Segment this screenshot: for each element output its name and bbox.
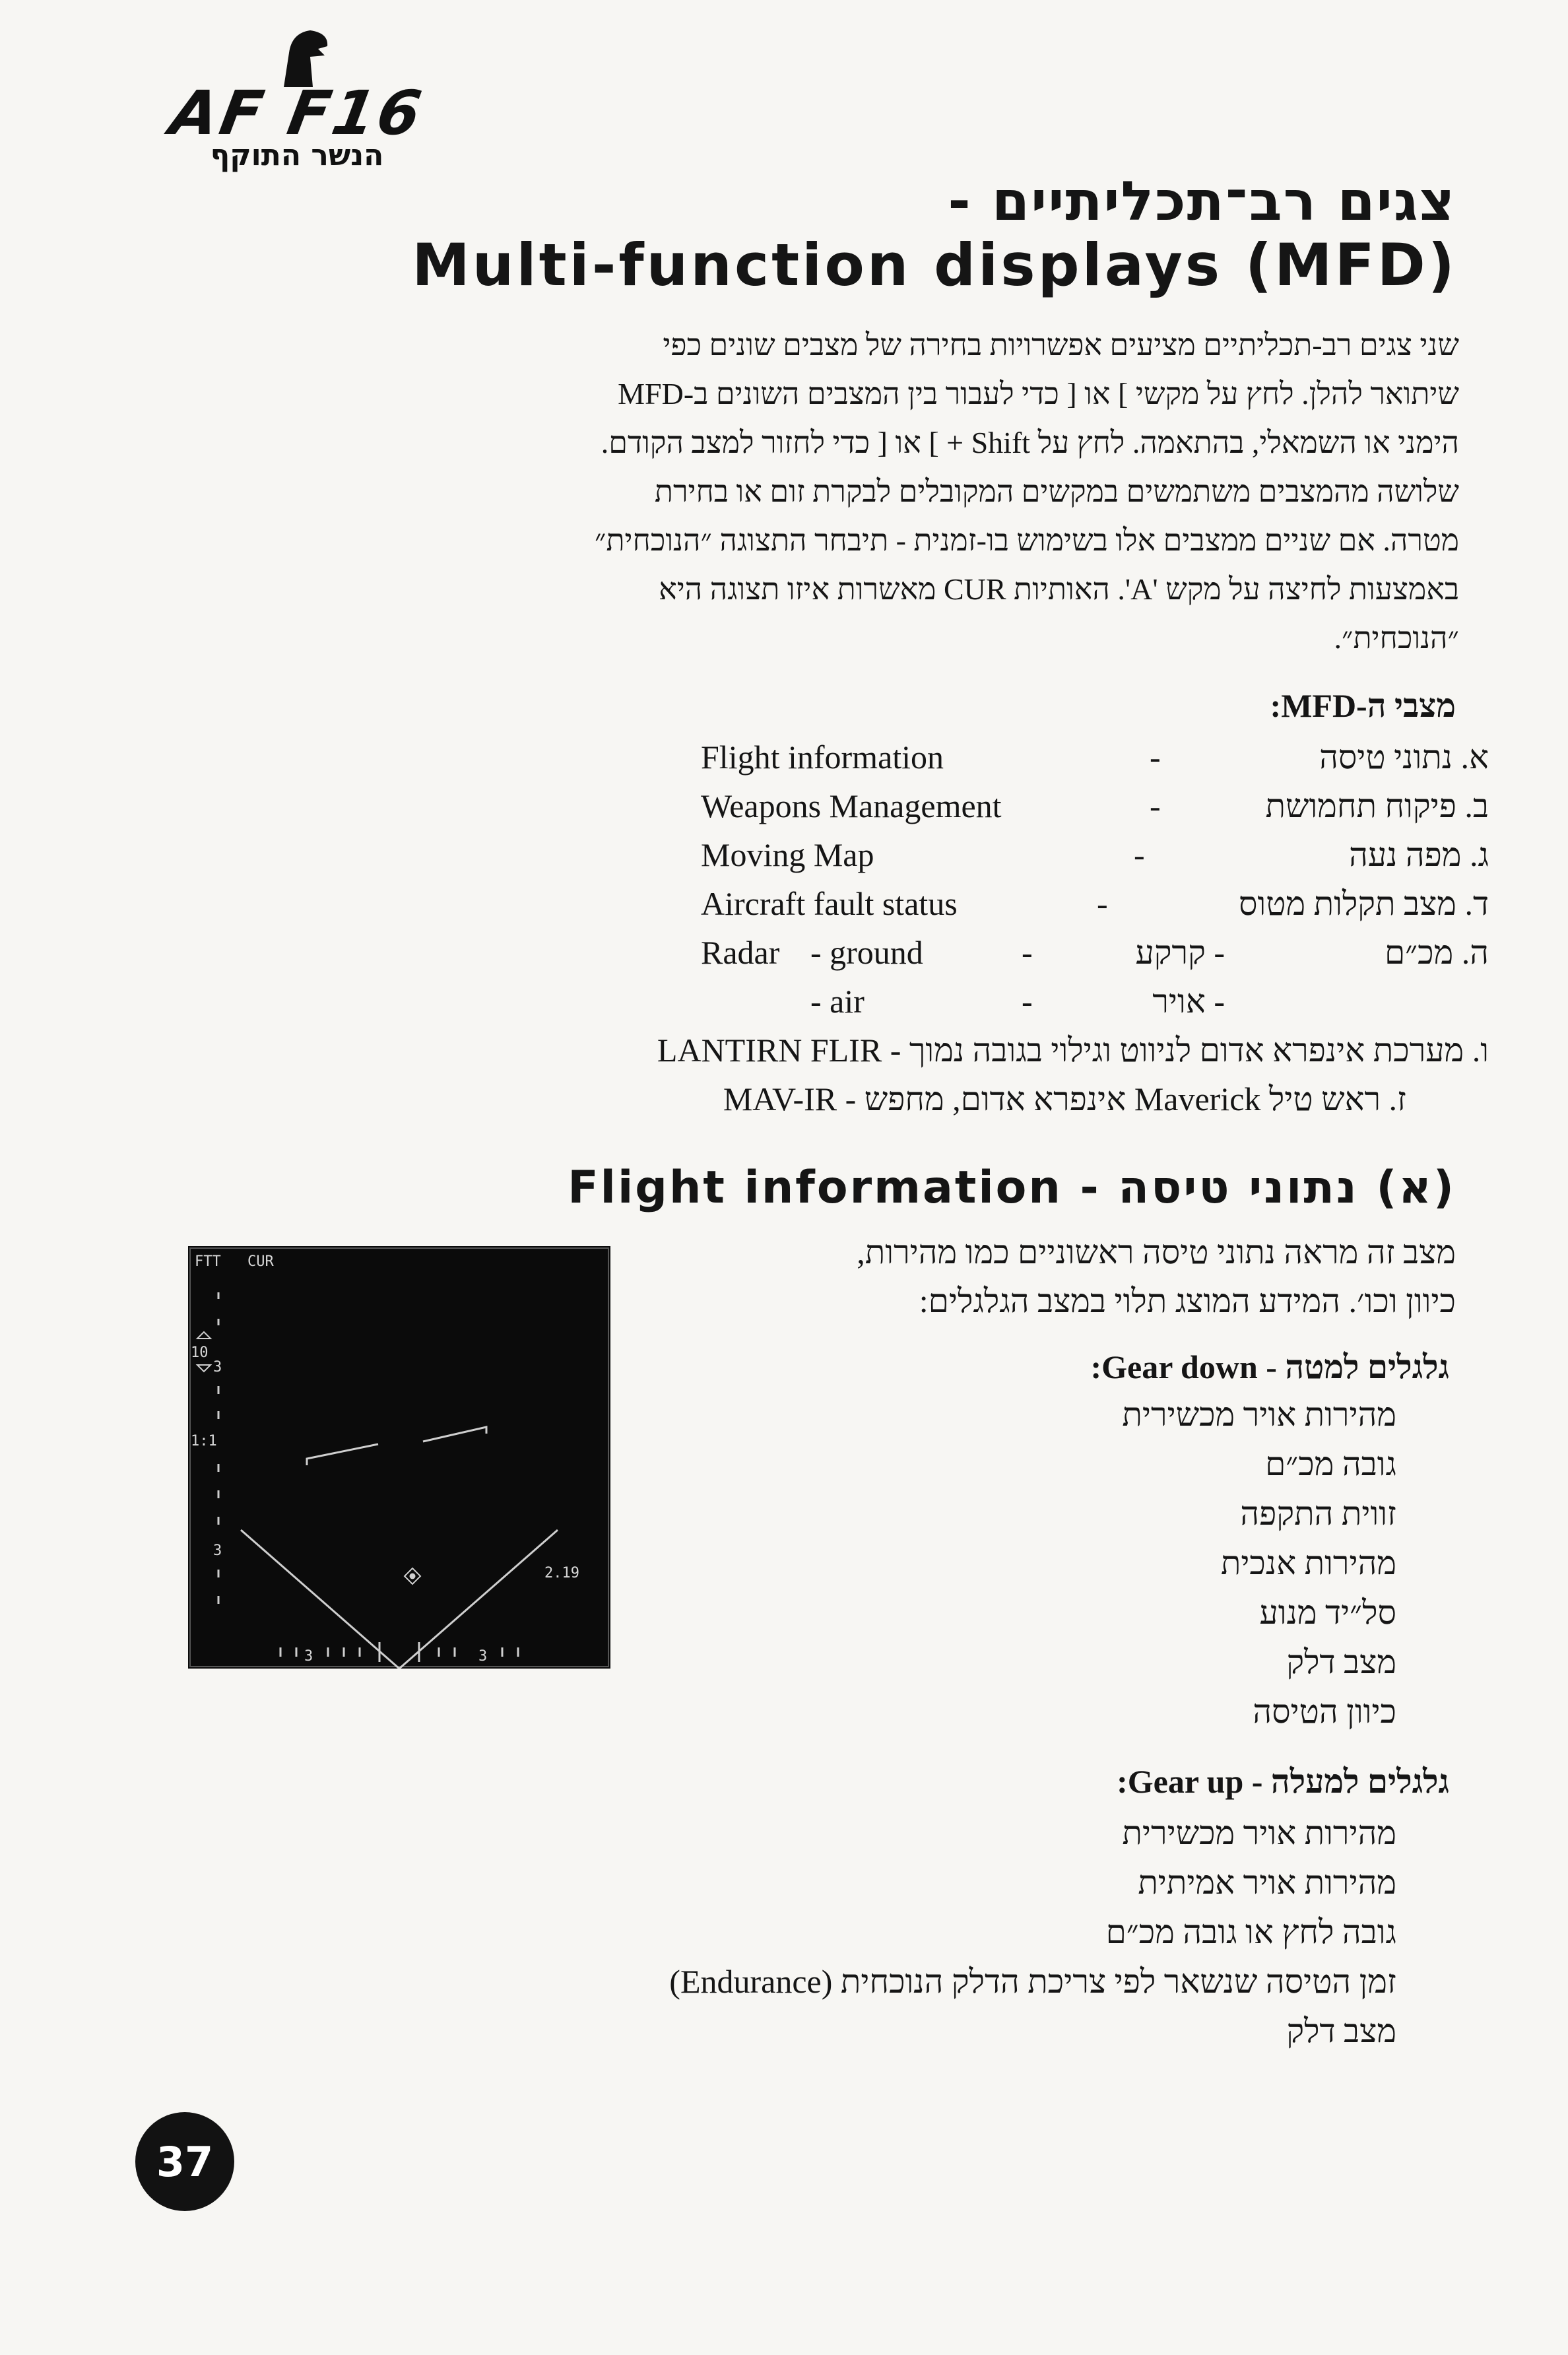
mode-row — [0, 884, 1568, 933]
mfd-screenshot — [188, 1246, 610, 1669]
mfd-bottom-mark: 3 — [304, 1648, 313, 1665]
intro-line: באמצעות לחיצה על מקש 'A'. האותיות CUR מאשרות איזו תצוגה היא — [659, 572, 1459, 606]
radar-row — [0, 982, 1568, 1031]
logo — [106, 26, 502, 178]
page-number: 37 — [135, 2112, 234, 2211]
mode-hebrew: א. נתוני טיסה — [1319, 739, 1489, 776]
mfd-bottom-mark: 3 — [478, 1648, 488, 1665]
mode-hebrew: ד. מצב תקלות מטוס — [1239, 885, 1489, 922]
flight-info-heading-english: Flight information — [568, 1162, 1062, 1214]
gear-up-list — [669, 1808, 1396, 2056]
radar-hebrew: ה. מכ״ם — [1384, 934, 1489, 971]
mode-row — [0, 787, 1568, 836]
radar-air-hebrew: - אויר — [1152, 983, 1225, 1020]
mode-hebrew: ג. מפה נעה — [1349, 836, 1489, 873]
flight-info-description — [857, 1228, 1456, 1325]
gear-down-heading: גלגלים למטה - Gear down: — [1090, 1348, 1449, 1385]
list-item: מהירות אויר מכשירית — [1122, 1396, 1396, 1433]
mode-hebrew: ב. פיקוח תחמושת — [1265, 787, 1489, 824]
list-item: כיוון הטיסה — [1253, 1693, 1396, 1730]
mode-dash: - — [1134, 836, 1145, 873]
mfd-display — [188, 1246, 610, 1669]
radar-ground-hebrew: - קרקע — [1135, 934, 1225, 971]
mfd-readout: 2.19 — [544, 1565, 579, 1581]
intro-line: הימני או השמאלי, בהתאמה. לחץ על Shift + ] או [ כדי לחזור למצב הקודם. — [601, 426, 1459, 459]
list-item: מהירות אנכית — [1220, 1544, 1396, 1581]
radar-air-english: - air — [810, 983, 865, 1020]
list-item: זווית התקפה — [1240, 1495, 1396, 1532]
mode-dash: - — [1150, 787, 1161, 824]
list-item: מהירות אויר מכשירית — [1122, 1814, 1396, 1851]
flight-info-heading — [568, 1162, 1456, 1214]
mfd-mode-label: FTT — [195, 1253, 221, 1270]
mode-mav-ir: ז. ראש טיל Maverick אינפרא אדום, מחפש - MAV-IR — [723, 1080, 1406, 1117]
radar-english: Radar — [701, 934, 780, 971]
flight-info-heading-hebrew: (א) נתוני טיסה — [1118, 1162, 1456, 1214]
mode-row — [0, 836, 1568, 884]
intro-line: ״הנוכחית״. — [1334, 621, 1459, 655]
mode-dash: - — [1150, 739, 1161, 776]
mfd-scale-ratio: 1:1 — [191, 1433, 217, 1449]
mode-row — [0, 738, 1568, 787]
mfd-scale-3: 3 — [213, 1542, 222, 1559]
intro-line: מטרה. אם שניים ממצבים אלו בשימוש בו-זמנית - תיבחר התצוגה ״הנוכחית״ — [595, 523, 1459, 557]
mfd-cur-label: CUR — [247, 1253, 274, 1270]
description-line: כיוון וכו׳. המידע המוצג תלוי במצב הגלגלים: — [919, 1282, 1456, 1319]
mfd-scale-10: 10 — [191, 1344, 209, 1361]
radar-row — [0, 933, 1568, 982]
list-item: מצב דלק — [1286, 2012, 1396, 2049]
list-item: זמן הטיסה שנשאר לפי צריכת הדלק הנוכחית (Endurance) — [669, 1963, 1396, 2000]
list-item: סל״יד מנוע — [1259, 1594, 1396, 1631]
list-item: גובה מכ״ם — [1265, 1445, 1396, 1482]
radar-dash: - — [1022, 983, 1033, 1020]
mode-lantirn: ו. מערכת אינפרא אדום לניווט וגילוי בגובה נמוך - LANTIRN FLIR — [657, 1032, 1489, 1069]
list-item: מהירות אויר אמיתית — [1138, 1864, 1396, 1901]
mode-english: Flight information — [701, 739, 944, 776]
logo-subtitle: הנשר התוקף — [210, 139, 384, 172]
page-title-hebrew: צגים רב־תכליתיים - — [948, 170, 1456, 233]
page-title-english: Multi-function displays (MFD) — [412, 231, 1457, 299]
flight-info-heading-dash: - — [1080, 1162, 1101, 1214]
gear-up-heading: גלגלים למעלה - Gear up: — [1117, 1763, 1449, 1800]
description-line: מצב זה מראה נתוני טיסה ראשוניים כמו מהירות, — [857, 1234, 1456, 1271]
radar-ground-english: - ground — [810, 934, 923, 971]
list-item: מצב דלק — [1286, 1643, 1396, 1680]
intro-paragraph — [212, 321, 1459, 663]
gear-down-list — [1122, 1390, 1396, 1737]
mode-english: Aircraft fault status — [701, 885, 958, 922]
list-item: גובה לחץ או גובה מכ״ם — [1105, 1913, 1396, 1950]
mode-english: Moving Map — [701, 836, 874, 873]
radar-dash: - — [1022, 934, 1033, 971]
mode-dash: - — [1097, 885, 1108, 922]
mode-english: Weapons Management — [701, 787, 1002, 824]
mfd-modes-heading: מצבי ה-MFD: — [1270, 687, 1456, 724]
intro-line: שלושה מהמצבים משתמשים במקשים המקובלים לבקרת זום או בחירת — [654, 475, 1459, 508]
mfd-scale-3: 3 — [213, 1359, 222, 1376]
intro-line: שיתואר להלן. לחץ על מקשי ] או [ כדי לעבור בין המצבים השונים ב-MFD — [618, 377, 1459, 411]
intro-line: שני צגים רב-תכליתיים מציעים אפשרויות בחירה של מצבים שונים כפי — [663, 328, 1459, 362]
logo-wordmark: AF F16 — [165, 78, 429, 149]
